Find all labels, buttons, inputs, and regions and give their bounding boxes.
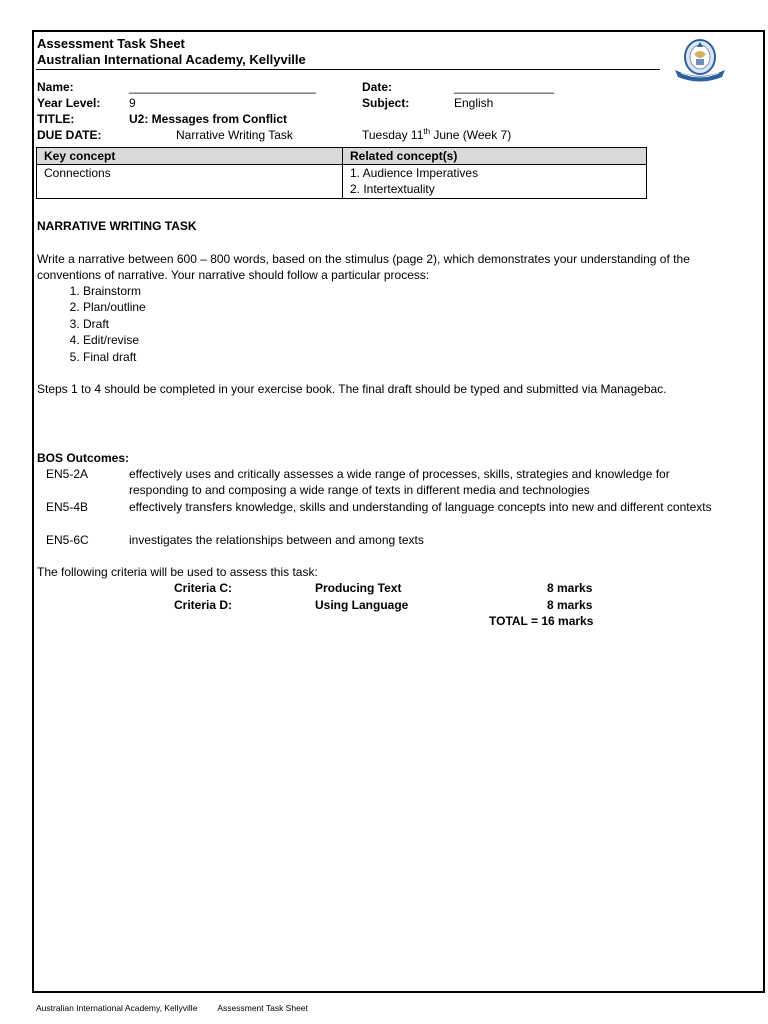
footer-doc-title: Assessment Task Sheet [217,1003,308,1013]
due-date-label: DUE DATE: [37,128,102,142]
outcome-description: effectively uses and critically assesses a wide range of processes, skills, strategies and knowledge for responding to and composing a wide range of texts in different media and technologies [129,467,670,498]
outcome-code: EN5-4B [46,500,89,514]
key-concept-cell: Connections [37,165,343,199]
total-marks: TOTAL = 16 marks [489,614,594,628]
task-intro: Write a narrative between 600 – 800 words, based on the stimulus (page 2), which demonstrates your understanding of the conventions of narrative. Your narrative should follow a particular process: [37,252,690,283]
related-concepts-cell [343,165,647,199]
outcomes-heading: BOS Outcomes: [37,451,130,465]
due-date-value: Tuesday 11th June (Week 7) [362,127,512,142]
title-label: TITLE: [37,112,75,126]
submission-note: Steps 1 to 4 should be completed in your exercise book. The final draft should be typed and submitted via Managebac. [37,382,667,396]
school-crest-icon [672,36,728,84]
concepts-table [36,147,647,199]
task-heading: NARRATIVE WRITING TASK [37,219,197,233]
title-value: U2: Messages from Conflict [129,112,288,126]
outcome-description: investigates the relationships between and among texts [129,533,424,547]
related-concepts-header: Related concept(s) [343,148,647,165]
header-rule [36,69,660,70]
date-field[interactable]: _______________ [454,80,555,94]
name-label: Name: [37,80,74,94]
criteria-name: Producing Text [315,581,402,595]
criteria-marks: 8 marks [547,598,593,612]
key-concept-header: Key concept [37,148,343,165]
criteria-intro: The following criteria will be used to assess this task: [37,565,318,579]
outcome-description: effectively transfers knowledge, skills and understanding of language concepts into new and different contexts [129,500,712,514]
criteria-label: Criteria C: [174,581,233,595]
related-concept-item: 1. Audience Imperatives [350,166,479,180]
year-level-value: 9 [129,96,136,110]
name-field[interactable]: ____________________________ [129,80,316,94]
footer-school: Australian International Academy, Kellyville [36,1003,198,1013]
outcome-code: EN5-6C [46,533,89,547]
year-level-label: Year Level: [37,96,101,110]
document-title: Assessment Task Sheet [37,36,185,51]
step-item: 4. Edit/revise [83,332,146,348]
criteria-label: Criteria D: [174,598,233,612]
date-label: Date: [362,80,393,94]
criteria-name: Using Language [315,598,409,612]
subject-label: Subject: [362,96,410,110]
outcome-code: EN5-2A [46,467,89,481]
steps-list [37,283,146,365]
criteria-marks: 8 marks [547,581,593,595]
task-name: Narrative Writing Task [176,128,293,142]
step-item: 2. Plan/outline [83,299,146,315]
related-concept-item: 2. Intertextuality [350,182,435,196]
step-item: 1. Brainstorm [83,283,146,299]
page-footer [36,1000,326,1016]
subject-value: English [454,96,494,110]
step-item: 5. Final draft [83,349,146,365]
step-item: 3. Draft [83,316,146,332]
school-name: Australian International Academy, Kellyville [37,52,306,67]
